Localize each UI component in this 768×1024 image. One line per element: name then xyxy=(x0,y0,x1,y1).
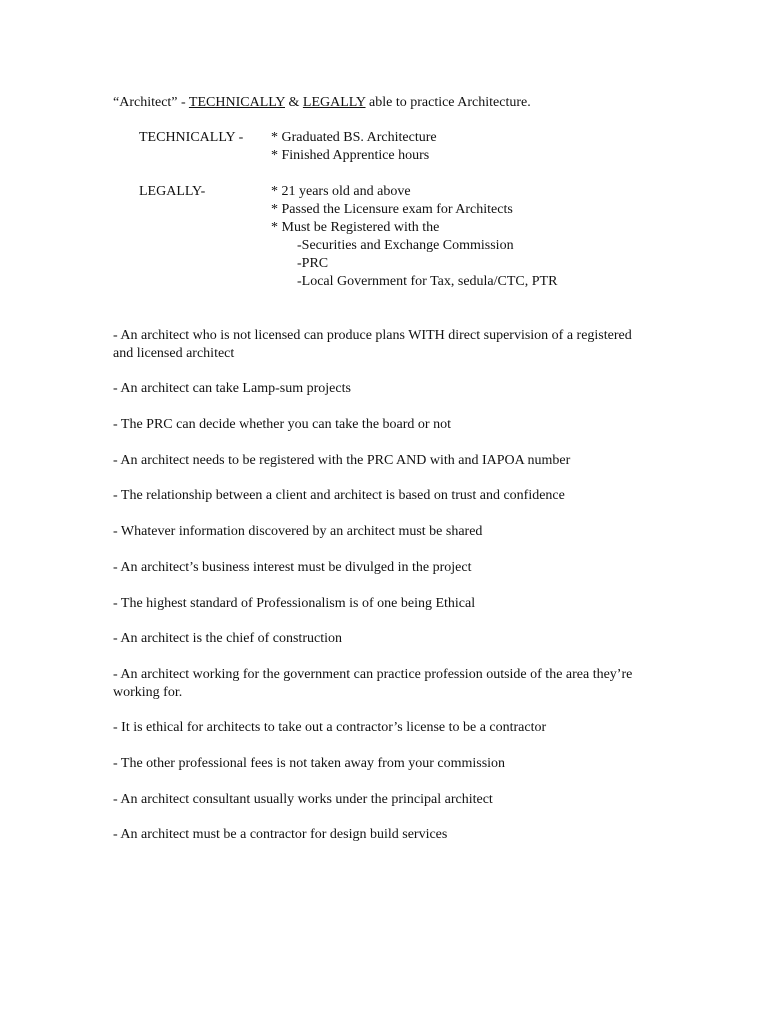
note-item: - The PRC can decide whether you can take the board or not xyxy=(113,417,451,432)
note-item: - An architect working for the government can practice profession outside of the area they’re working for. xyxy=(113,667,633,700)
registered-with-item: -PRC xyxy=(297,256,329,271)
heading-line xyxy=(113,94,531,112)
heading-legally: LEGALLY xyxy=(302,95,366,110)
note-item: - An architect is the chief of construction xyxy=(113,631,342,646)
note-item: - It is ethical for architects to take out a contractor’s license to be a contractor xyxy=(113,720,547,735)
note-item: - An architect can take Lamp-sum projects xyxy=(113,381,351,396)
legally-item: * Passed the Licensure exam for Architects xyxy=(271,202,513,217)
note-item: - The relationship between a client and architect is based on trust and confidence xyxy=(113,488,565,503)
note-item: - An architect must be a contractor for design build services xyxy=(113,827,448,842)
heading-amp: & xyxy=(285,95,303,110)
note-item: - An architect consultant usually works under the principal architect xyxy=(113,792,493,807)
note-item: - Whatever information discovered by an architect must be shared xyxy=(113,524,483,539)
legally-item: * 21 years old and above xyxy=(271,184,411,199)
note-item: - The other professional fees is not taken away from your commission xyxy=(113,756,506,771)
registered-with-item: -Local Government for Tax, sedula/CTC, PTR xyxy=(297,274,558,289)
technically-item: * Finished Apprentice hours xyxy=(271,148,430,163)
note-item: - An architect’s business interest must be divulged in the project xyxy=(113,560,472,575)
legally-item: * Must be Registered with the xyxy=(271,220,440,235)
heading-rest: able to practice Architecture. xyxy=(365,95,531,110)
legally-label: LEGALLY- xyxy=(139,184,206,199)
note-item: - The highest standard of Professionalism is of one being Ethical xyxy=(113,596,476,611)
note-item: - An architect needs to be registered with the PRC AND with and IAPOA number xyxy=(113,453,571,468)
heading-open-quote: “Architect” - xyxy=(113,95,189,110)
note-item: - An architect who is not licensed can produce plans WITH direct supervision of a registered and licensed architect xyxy=(113,328,632,361)
technically-item: * Graduated BS. Architecture xyxy=(271,130,437,145)
registered-with-item: -Securities and Exchange Commission xyxy=(297,238,514,253)
technically-label: TECHNICALLY - xyxy=(139,130,244,145)
heading-technically: TECHNICALLY xyxy=(188,95,285,110)
